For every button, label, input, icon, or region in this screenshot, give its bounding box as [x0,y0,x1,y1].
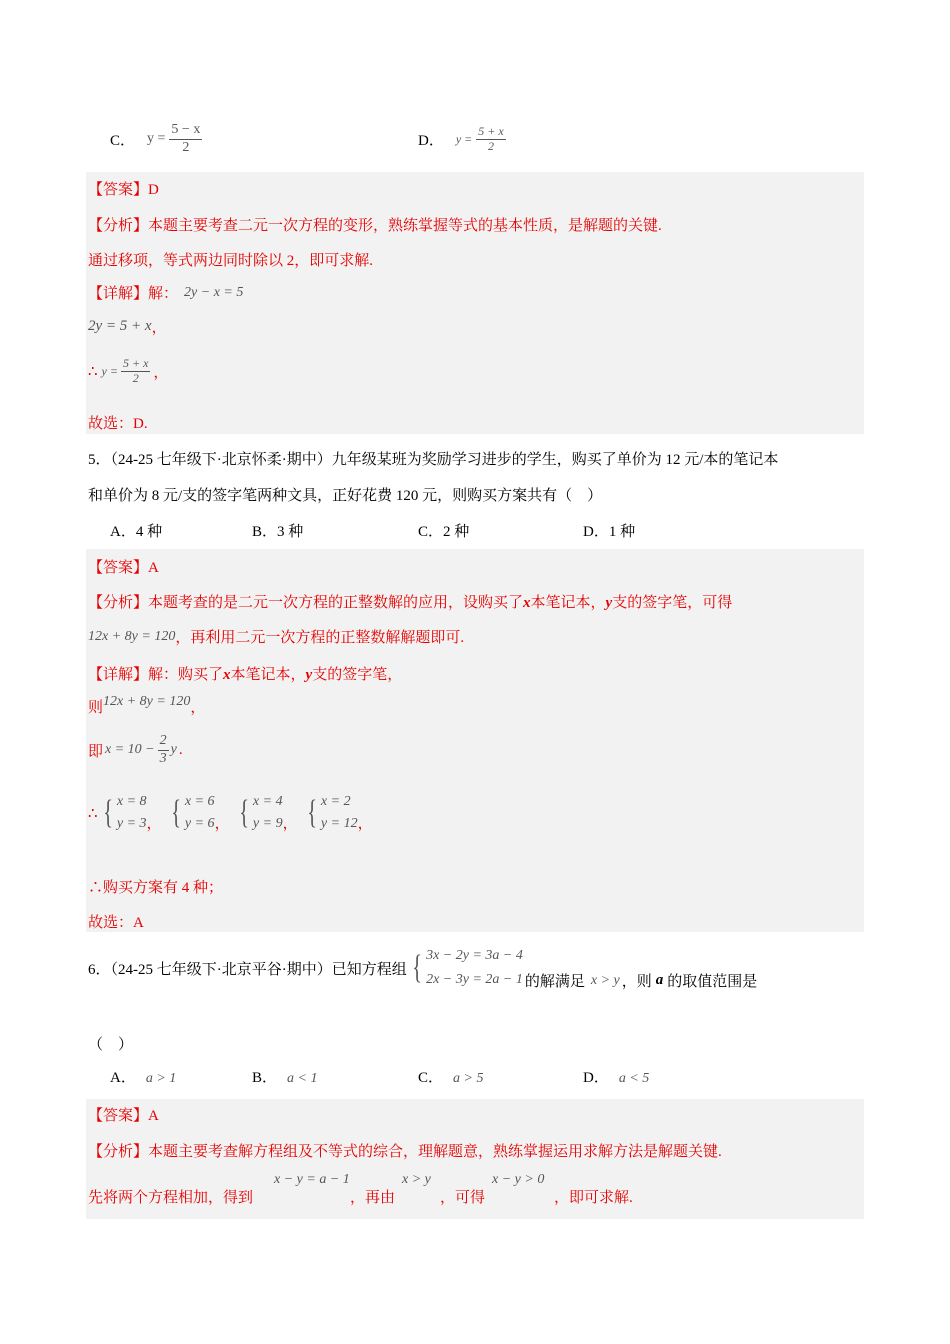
analysis-equation: 12x + 8y = 120 [88,628,176,644]
analysis-text: ，可得 [440,1190,486,1206]
step-fraction [158,733,169,766]
solution-system [304,791,358,836]
analysis-tag: 【分析】 [88,218,149,234]
detail-tag: 【详解】 [88,286,149,302]
analysis-text: 本笔记本， [530,595,606,611]
system-row: 3x − 2y = 3a − 4 [426,947,523,963]
fraction-numerator: 5 + x [122,355,149,370]
step-lhs: y = [101,363,118,378]
analysis-text: ，即可求解. [554,1190,633,1206]
option-label: D． [418,132,444,149]
analysis-equation: x − y = a − 1 [274,1172,350,1187]
brace-icon: { [306,794,317,831]
option-math-lhs: y = [147,131,166,146]
step-tail: . [178,741,183,758]
analysis-text: 本题考查的是二元一次方程的正整数解的应用，设购买了 [148,595,524,611]
q6-analysis [88,1140,722,1161]
stem-text: ，则 [621,974,652,990]
solution-system [236,791,283,836]
q5-option-d: D．1 种 [583,524,636,540]
solution-x: x = 4 [252,793,283,809]
option-label: C． [418,1070,444,1086]
brace-icon: { [238,794,249,831]
brace-icon: { [102,794,113,831]
q5-conclusion: ∴购买方案有 4 种； [88,880,224,896]
detail-lead: 解： [148,286,179,302]
solution-y: y = 3 [116,816,147,831]
var-y: y [605,595,613,611]
step-tail: ， [153,364,169,381]
analysis-text: 支的签字笔，可得 [612,595,733,611]
q6-option-d [583,1066,649,1087]
step-equation: 12x + 8y = 120 [103,693,191,709]
detail-text: 本笔记本， [230,667,306,683]
q5-step-ie [88,728,183,772]
q6-stem [88,940,757,996]
answer-tag: 【答案】 [88,560,149,576]
solution-sep: ， [214,815,230,832]
q4-option-d [418,118,506,160]
step-tail: ， [151,320,167,336]
q5-choose: 故选：A [88,915,144,931]
q6-paren: （ ） [88,1037,134,1053]
q6-option-b [252,1066,317,1087]
fraction-numerator: 5 + x [478,123,504,138]
q5-stem-line1: 5．（24-25 七年级下·北京怀柔·期中）九年级某班为奖励学习进步的学生，购买了单价为 12 元/本的笔记本 [88,452,779,468]
step-word: 即 [88,743,104,760]
brace-icon: { [170,794,181,831]
fraction-numerator: 2 [158,733,169,750]
fraction-denominator: 2 [132,370,139,385]
answer-tag: 【答案】 [88,1108,149,1124]
option-label: C． [110,132,136,149]
q5-answer [88,556,159,577]
analysis-equation: x > y [402,1172,431,1187]
solution-sep: ， [282,815,298,832]
var-y: y [305,667,313,683]
q5-option-a: A．4 种 [110,524,163,540]
analysis-text: 先将两个方程相加，得到 [88,1190,254,1206]
analysis-equation: x − y > 0 [492,1172,545,1187]
q4-answer [88,178,159,199]
answer-tag: 【答案】 [88,182,149,198]
stem-condition: x > y [590,972,620,988]
q4-analysis-line2: 通过移项，等式两边同时除以 2，即可求解. [88,253,374,269]
option-math: a < 1 [287,1071,318,1086]
answer-value: A [148,560,159,576]
q5-analysis [88,591,732,612]
stem-text: 6．（24-25 七年级下·北京平谷·期中）已知方程组 [88,961,407,978]
solution-system [168,791,215,836]
q5-step-then [88,693,206,717]
detail-text: 支的签字笔， [312,667,403,683]
solution-x: x = 6 [184,793,215,809]
q6-answer [88,1104,159,1125]
analysis-text: ，再由 [350,1190,396,1206]
q6-option-a [110,1066,176,1087]
fraction-denominator: 2 [182,139,190,155]
solution-sep: ， [146,815,162,832]
q6-option-c [418,1066,483,1087]
fraction-denominator: 3 [159,750,167,766]
q4-analysis [88,214,662,235]
equation-system [409,944,523,993]
option-fraction [476,125,505,154]
fraction-denominator: 2 [488,138,494,153]
q5-stem-line2: 和单价为 8 元/支的签字笔两种文具，正好花费 120 元，则购买方案共有（ ） [88,488,603,504]
step-lhs: x = 10 − [105,742,155,757]
answer-value: A [148,1108,159,1124]
solution-y: y = 12 [320,816,358,831]
solution-y: y = 9 [252,816,283,831]
system-row: 2x − 3y = 2a − 1 [426,972,523,987]
step-word: 则 [88,700,104,716]
stem-text: 的解满足 [524,974,585,990]
analysis-text: ，再利用二元一次方程的正整数解解题即可. [175,630,465,646]
q5-detail [88,663,402,684]
therefore-symbol: ∴ [88,805,98,822]
option-math: a > 1 [145,1071,177,1086]
option-math: a < 5 [618,1071,650,1086]
step-fraction [121,357,150,386]
detail-equation: 2y − x = 5 [184,284,244,300]
stem-var-a: a [655,972,664,988]
option-label: B． [252,1070,278,1086]
detail-text: 解：购买了 [148,667,224,683]
analysis-text: 本题主要考查二元一次方程的变形，熟练掌握等式的基本性质，是解题的关键. [148,218,662,234]
solution-sep: ， [357,815,373,832]
analysis-tag: 【分析】 [88,595,149,611]
analysis-tag: 【分析】 [88,1144,149,1160]
option-fraction [169,122,202,155]
detail-tag: 【详解】 [88,667,149,683]
option-label: D． [583,1070,609,1086]
brace-icon: { [412,949,422,986]
step-var: y [170,742,177,757]
option-math-lhs: y = [455,131,473,146]
option-label: A． [110,1070,136,1086]
option-math: a > 5 [453,1071,484,1086]
therefore-symbol: ∴ [88,363,98,380]
q4-solution-panel [86,172,864,434]
q4-detail [88,282,243,303]
var-x: x [523,595,531,611]
step-tail: ， [190,700,206,716]
answer-value: D [148,182,159,198]
solution-y: y = 6 [184,816,215,831]
stem-text: 的取值范围是 [667,974,758,990]
q4-choose: 故选：D. [88,416,148,432]
var-x: x [223,667,231,683]
q4-step2 [88,316,167,337]
solution-x: x = 2 [320,793,351,809]
q5-option-c: C．2 种 [418,524,470,540]
solution-system [100,791,147,836]
q4-step3 [88,350,168,392]
fraction-numerator: 5 − x [169,122,202,139]
q5-option-b: B．3 种 [252,524,304,540]
q5-solutions [88,788,373,838]
q5-analysis-line2 [88,626,464,647]
step-equation: 2y = 5 + x [88,318,152,334]
q4-option-c [110,118,202,160]
analysis-text: 本题主要考查解方程组及不等式的综合，理解题意，熟练掌握运用求解方法是解题关键. [148,1144,722,1160]
solution-x: x = 8 [116,793,147,809]
